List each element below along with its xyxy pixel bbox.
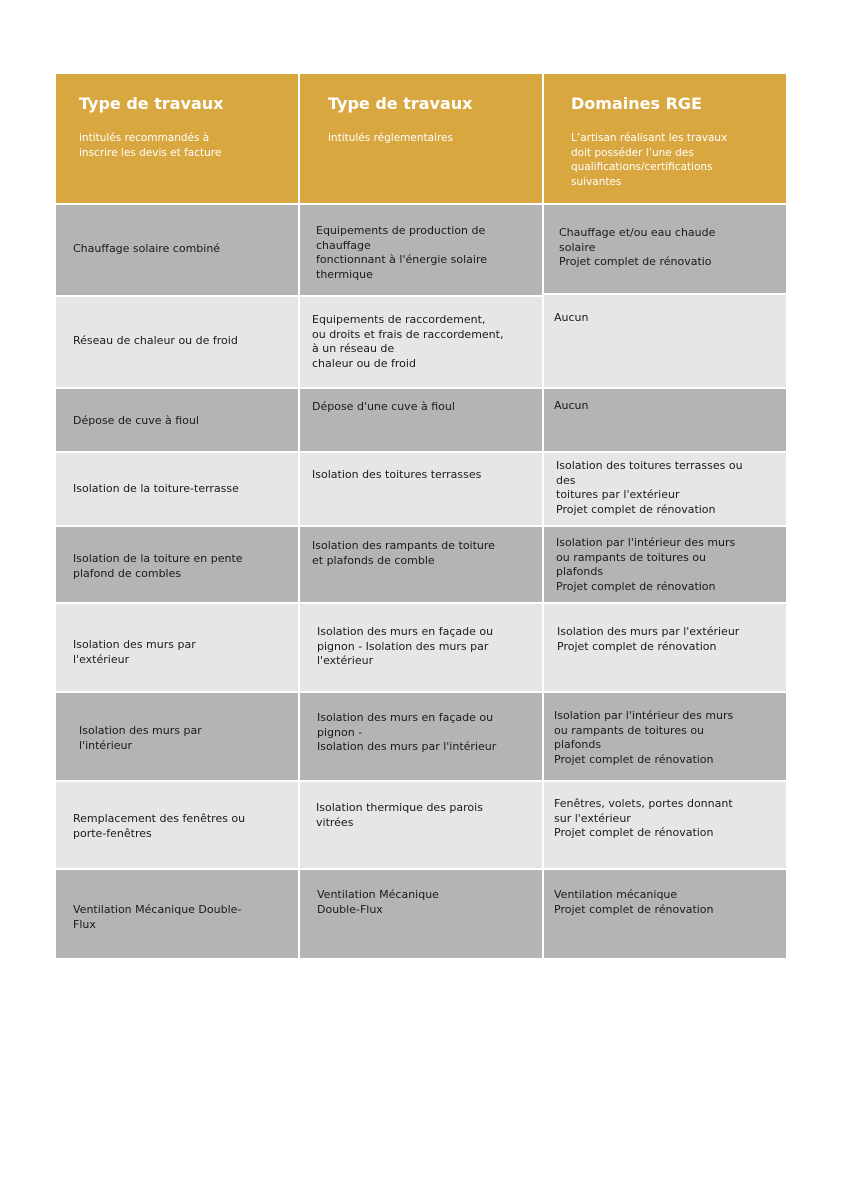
cell-text: Dépose de cuve à fioul	[73, 414, 199, 427]
table-cell	[300, 389, 542, 451]
table-cell	[300, 604, 542, 691]
cell-text: Isolation des murs par l'extérieur	[73, 638, 196, 666]
cell-text: Chauffage solaire combiné	[73, 242, 221, 255]
table-cell	[544, 205, 786, 293]
rge-table	[56, 74, 786, 959]
header-subtitle: intitulés recommandés à inscrire les devis et facture	[79, 132, 222, 159]
table-cell	[56, 453, 298, 525]
cell-text: Isolation des murs en façade ou pignon - Isolation des murs par l'extérieur	[317, 625, 494, 667]
table-cell	[544, 604, 786, 691]
table-cell	[544, 782, 786, 868]
header-title: Type de travaux	[328, 94, 473, 113]
cell-text: Réseau de chaleur ou de froid	[73, 334, 238, 347]
cell-text: Isolation des murs par l'extérieur Projet complet de rénovation	[557, 625, 740, 653]
table-cell	[56, 693, 298, 780]
header-cell-1	[56, 74, 298, 203]
table-cell	[300, 870, 542, 958]
table-cell	[300, 297, 542, 387]
cell-text: Ventilation Mécanique Double-Flux	[317, 888, 439, 916]
table-cell	[300, 527, 542, 602]
cell-text: Remplacement des fenêtres ou porte-fenêtres	[73, 812, 246, 840]
cell-text: Ventilation mécanique Projet complet de rénovation	[554, 888, 714, 916]
header-title: Type de travaux	[79, 94, 224, 113]
table-cell	[56, 297, 298, 387]
header-title: Domaines RGE	[571, 94, 702, 113]
header-cell-2	[300, 74, 542, 203]
table-cell	[544, 693, 786, 780]
cell-text: Isolation de la toiture-terrasse	[73, 482, 239, 495]
table-cell	[300, 205, 542, 295]
table-cell	[544, 870, 786, 958]
header-subtitle: intitulés réglementaires	[328, 132, 453, 144]
table-cell	[56, 205, 298, 295]
table-cell	[56, 527, 298, 602]
cell-text: Aucun	[554, 311, 589, 324]
cell-text: Isolation de la toiture en pente plafond de combles	[73, 552, 243, 580]
cell-text: Isolation par l'intérieur des murs ou rampants de toitures ou plafonds Projet complet de rénovation	[556, 536, 736, 593]
cell-text: Isolation des rampants de toiture et plafonds de comble	[312, 539, 495, 567]
table-cell	[300, 782, 542, 868]
cell-text: Fenêtres, volets, portes donnant sur l'extérieur Projet complet de rénovation	[554, 797, 733, 839]
cell-text: Isolation des toitures terrasses ou des toitures par l'extérieur Projet complet de rénovation	[556, 459, 743, 516]
table-cell	[544, 453, 786, 525]
table-cell	[56, 389, 298, 451]
table-cell	[56, 782, 298, 868]
cell-text: Isolation des toitures terrasses	[312, 468, 482, 481]
cell-text: Isolation par l'intérieur des murs ou rampants de toitures ou plafonds Projet complet de rénovation	[554, 709, 734, 766]
cell-text: Aucun	[554, 399, 589, 412]
table-cell	[544, 295, 786, 387]
cell-text: Chauffage et/ou eau chaude solaire Projet complet de rénovatio	[559, 226, 716, 268]
table-cell	[56, 604, 298, 691]
cell-text: Ventilation Mécanique Double- Flux	[73, 903, 242, 931]
cell-text: Isolation thermique des parois vitrées	[316, 801, 483, 829]
header-cell-3	[544, 74, 786, 203]
table-cell	[544, 527, 786, 602]
cell-text: Isolation des murs par l'intérieur	[79, 724, 202, 752]
header-subtitle: L’artisan réalisant les travaux doit posséder l’une des qualifications/certifications suivantes	[571, 132, 728, 188]
cell-text: Dépose d'une cuve à fioul	[312, 400, 455, 413]
cell-text: Equipements de raccordement, ou droits et frais de raccordement, à un réseau de chaleur ou de froid	[312, 313, 504, 370]
table-cell	[544, 389, 786, 451]
table-cell	[56, 870, 298, 958]
cell-text: Isolation des murs en façade ou pignon - Isolation des murs par l'intérieur	[317, 711, 497, 753]
table-cell	[300, 693, 542, 780]
cell-text: Equipements de production de chauffage fonctionnant à l'énergie solaire thermique	[316, 224, 488, 281]
table-cell	[300, 453, 542, 525]
